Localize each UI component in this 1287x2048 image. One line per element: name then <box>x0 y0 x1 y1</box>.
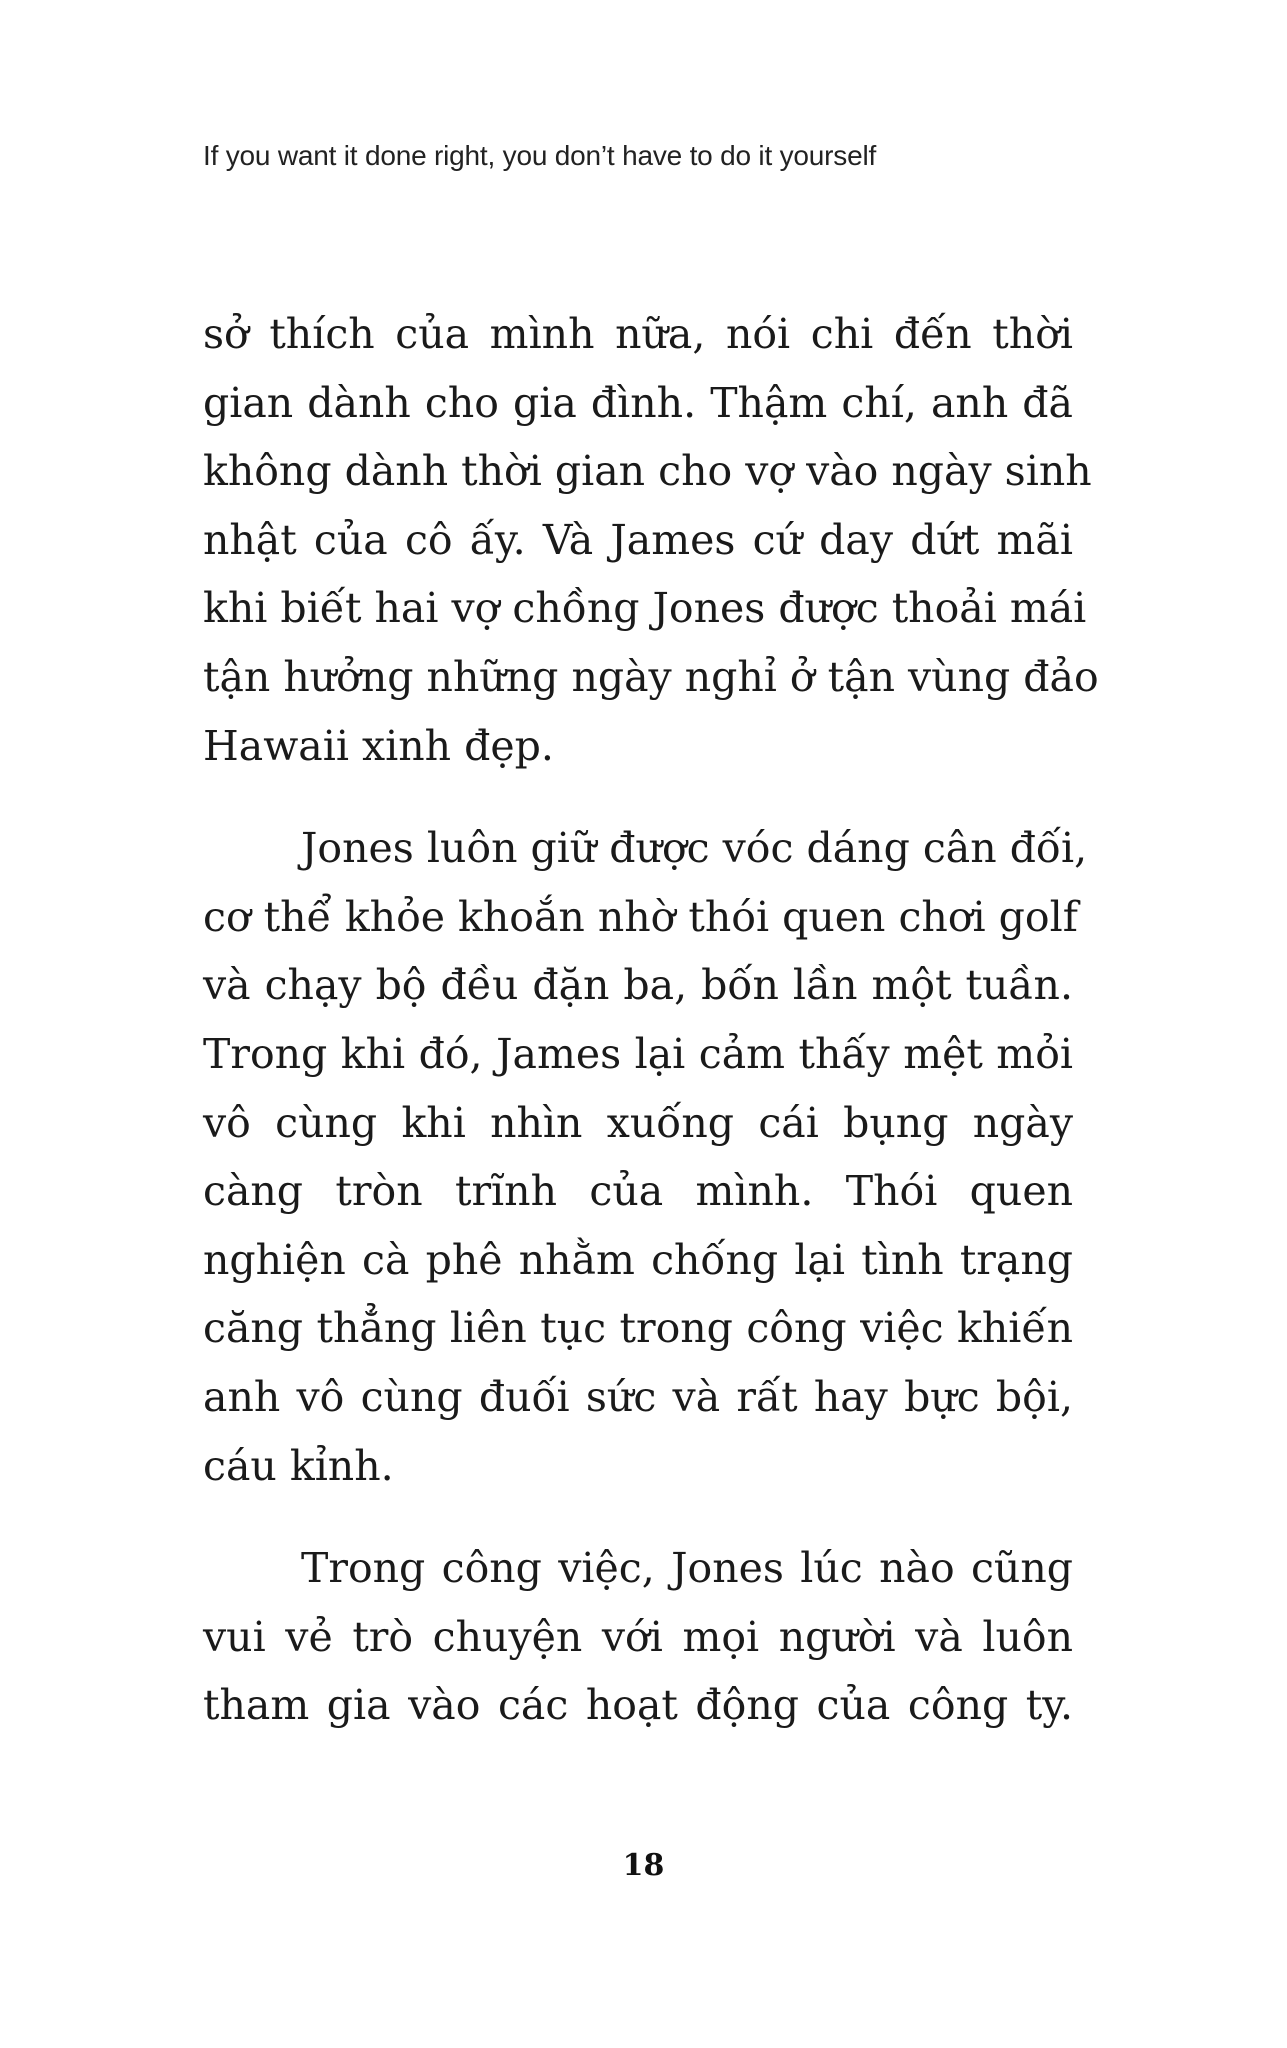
text-line: càng tròn trĩnh của mình. Thói quen <box>203 1167 1073 1216</box>
paragraph-2 <box>203 814 1088 1500</box>
text-line: cơ thể khỏe khoắn nhờ thói quen chơi golf <box>203 892 1078 941</box>
paragraph-3 <box>203 1534 1073 1740</box>
text-line: sở thích của mình nữa, nói chi đến thời <box>203 310 1073 358</box>
text-line: nhật của cô ấy. Và James cứ day dứt mãi <box>203 515 1073 564</box>
text-line: cáu kỉnh. <box>203 1441 394 1490</box>
text-line: tận hưởng những ngày nghỉ ở tận vùng đảo <box>203 652 1099 701</box>
text-line: và chạy bộ đều đặn ba, bốn lần một tuần. <box>203 961 1073 1010</box>
text-line: căng thẳng liên tục trong công việc khiến <box>203 1304 1073 1353</box>
text-line: Jones luôn giữ được vóc dáng cân đối, <box>301 824 1088 873</box>
text-line: anh vô cùng đuối sức và rất hay bực bội, <box>203 1372 1073 1421</box>
paragraph-1 <box>203 300 1099 780</box>
text-line: không dành thời gian cho vợ vào ngày sinh <box>203 447 1092 496</box>
text-line: Trong công việc, Jones lúc nào cũng <box>301 1544 1073 1593</box>
text-line: khi biết hai vợ chồng Jones được thoải mái <box>203 584 1087 633</box>
text-line: nghiện cà phê nhằm chống lại tình trạng <box>203 1235 1073 1284</box>
running-header: If you want it done right, you don’t have to do it yourself <box>203 140 877 171</box>
text-line: vô cùng khi nhìn xuống cái bụng ngày <box>203 1098 1073 1147</box>
text-line: vui vẻ trò chuyện với mọi người và luôn <box>203 1612 1073 1661</box>
text-line: Hawaii xinh đẹp. <box>203 721 554 770</box>
text-line: gian dành cho gia đình. Thậm chí, anh đã <box>203 378 1073 427</box>
body-text <box>203 300 1099 1774</box>
text-line: Trong khi đó, James lại cảm thấy mệt mỏi <box>203 1029 1073 1078</box>
text-line: tham gia vào các hoạt động của công ty. <box>203 1681 1073 1730</box>
page-number: 18 <box>622 1848 665 1883</box>
